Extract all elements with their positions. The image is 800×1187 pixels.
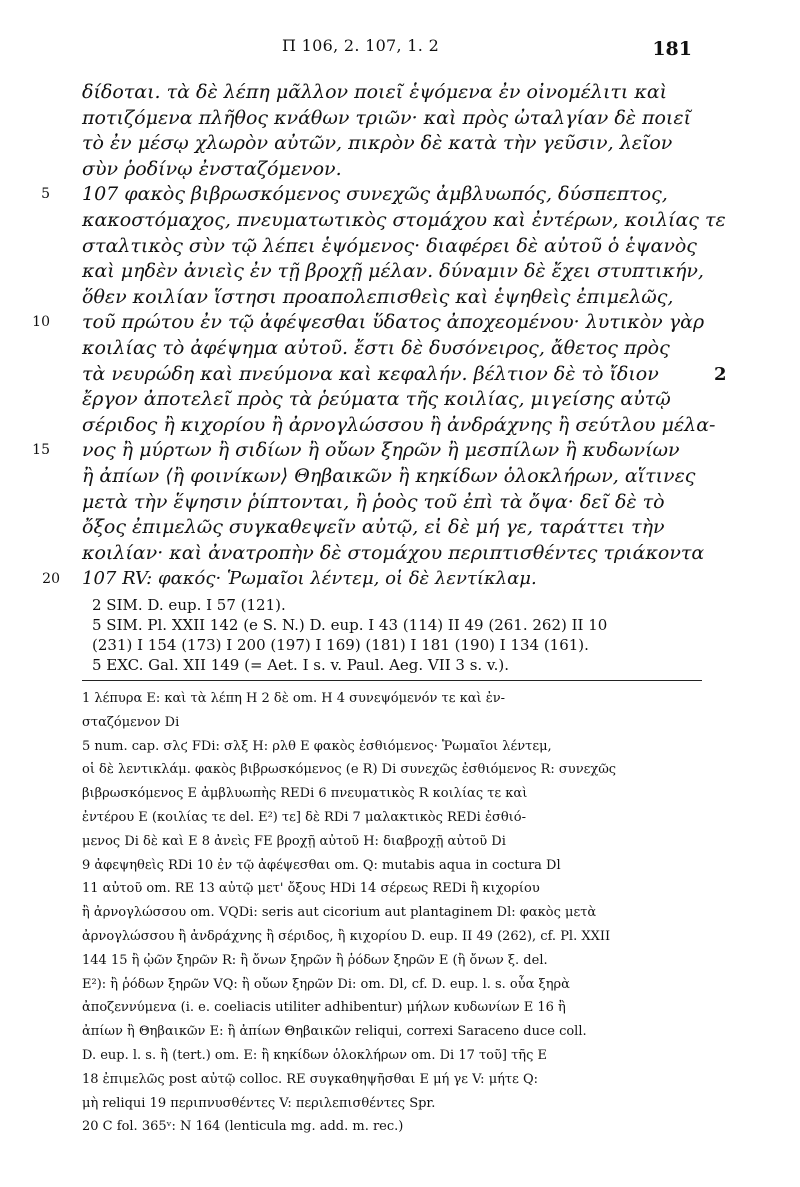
line-text: ὅθεν κοιλίαν ἵστησι προαπολεπισθεὶς καὶ ἑψηθεὶς ἐπιμελῶς,	[82, 285, 674, 308]
apparatus-line: 9 ἀφεψηθεὶς RDi 10 ἐν τῷ ἀφέψεσθαι om. Q: mutabis aqua in coctura Dl	[82, 857, 561, 873]
text-line	[32, 310, 705, 335]
line-text: σέριδος ἢ κιχορίου ἢ ἀρνογλώσσου ἢ ἀνδράχνης ἢ σεύτλου μέλα-	[82, 413, 716, 436]
apparatus-line: ἀποζεννύμενα (i. e. coeliacis utiliter adhibentur) μήλων κυδωνίων E 16 ἢ	[82, 1000, 566, 1016]
apparatus-line: 20 C fol. 365ᵛ: N 164 (lenticula mg. add. m. rec.)	[82, 1119, 404, 1135]
text-line	[82, 80, 702, 105]
line-text: κακοστόμαχος, πνευματωτικὸς στομάχου καὶ ἐντέρων, κοιλίας τε	[82, 209, 726, 231]
text-line	[82, 515, 702, 540]
apparatus-line: 1 λέπυρα E: καὶ τὰ λέπη H 2 δὲ om. H 4 συνεψόμενόν τε καὶ ἐν-	[82, 691, 506, 706]
text-line	[82, 362, 702, 387]
text-line	[82, 259, 702, 284]
apparatus-line: σταζόμενον Di	[82, 714, 180, 730]
line-text: μετὰ τὴν ἕψησιν ῥίπτονται, ἢ ῥοὸς τοῦ ἐπὶ τὰ ὄψα· δεῖ δὲ τὸ	[82, 490, 665, 513]
testimonia-heading	[42, 568, 702, 589]
line-text: κοιλίας τὸ ἀφέψημα αὐτοῦ. ἔστι δὲ δυσόνειρος, ἄθετος πρὸς	[82, 337, 670, 359]
apparatus-line: οἱ δὲ λεντικλάμ. φακὸς βιβρωσκόμενος (e R) Di συνεχῶς ἐσθιόμενος R: συνεχῶς	[82, 762, 617, 778]
testimonia-text: 107 RV: φακός· Ῥωμαῖοι λέντεμ, οἱ δὲ λεντίκλαμ.	[82, 568, 537, 589]
apparatus-line: ἢ ἀρνογλώσσου om. VQDi: seris aut cicorium aut plantaginem Dl: φακὸς μετὰ	[82, 905, 597, 921]
line-text: ποτιζόμενα πλῆθος κνάθων τριῶν· καὶ πρὸς ὠταλγίαν δὲ ποιεῖ	[82, 106, 692, 129]
line-text: ἔργον ἀποτελεῖ πρὸς τὰ ῥεύματα τῆς κοιλίας, μιγείσης αὐτῷ	[82, 388, 671, 411]
apparatus-divider	[82, 680, 702, 681]
apparatus-line: ἀπίων ἢ Θηβαικῶν E: ἢ ἀπίων Θηβαικῶν reliqui, correxi Saraceno duce coll.	[82, 1024, 587, 1040]
text-line	[82, 131, 702, 156]
testimonia-text: (231) I 154 (173) I 200 (197) I 169) (181) I 181 (190) I 134 (161).	[92, 636, 589, 654]
apparatus-line: βιβρωσκόμενος E ἀμβλυωπὴς REDi 6 πνευματικὸς R κοιλίας τε καὶ	[82, 786, 528, 802]
apparatus-line: ἀρνογλώσσου ἢ ἀνδράχνης ἢ σέριδος, ἢ κιχορίου D. eup. II 49 (262), cf. Pl. XXII	[82, 929, 611, 944]
text-line	[82, 464, 702, 489]
text-line	[32, 438, 702, 463]
apparatus-line: 5 num. cap. σλϛ FDi: σλξ H: ρλθ E φακὸς ἐσθιόμενος· Ῥωμαῖοι λέντεμ,	[82, 738, 552, 754]
page-number: 181	[652, 38, 692, 60]
line-number: 20	[42, 571, 60, 587]
text-line	[82, 157, 702, 182]
text-line	[82, 387, 702, 412]
line-text: 107 φακὸς βιβρωσκόμενος συνεχῶς ἀμβλυωπός, δύσπεπτος,	[82, 183, 668, 206]
line-text: ἢ ἀπίων ⟨ἢ φοινίκων⟩ Θηβαικῶν ἢ κηκίδων ὁλοκλήρων, αἵτινες	[82, 465, 696, 487]
line-text: τοῦ πρώτου ἐν τῷ ἀφέψεσθαι ὕδατος ἀποχεομένου· λυτικὸν γὰρ	[82, 311, 705, 334]
text-line	[82, 106, 702, 131]
testimonia-line	[92, 595, 712, 615]
text-line	[82, 490, 702, 515]
apparatus-line: ἐντέρου E (κοιλίας τε del. E²) τε] δὲ RDi 7 μαλακτικὸς REDi ἐσθιό-	[82, 810, 526, 825]
line-text: σταλτικὸς σὺν τῷ λέπει ἑψόμενος· διαφέρει δὲ αὐτοῦ ὁ ἑψανὸς	[82, 234, 697, 257]
line-text: τὸ ἐν μέσῳ χλωρὸν αὐτῶν, πικρὸν δὲ κατὰ τὴν γεῦσιν, λεῖον	[82, 132, 673, 155]
text-line	[82, 234, 702, 259]
text-line	[41, 182, 702, 207]
testimonia-text: 5 SIM. Pl. XXII 142 (e S. N.) D. eup. I 43 (114) II 49 (261. 262) II 10	[92, 616, 608, 634]
testimonia-line	[92, 655, 712, 675]
running-head: Π 106, 2. 107, 1. 2	[282, 36, 440, 55]
apparatus-line: μενος Di δὲ καὶ E 8 ἀνεὶς FE βροχῇ αὐτοῦ H: διαβροχῇ αὐτοῦ Di	[82, 833, 506, 849]
apparatus-line: μὴ reliqui 19 περιπνυσθέντες V: περιλεπισθέντες Spr.	[82, 1095, 436, 1111]
testimonia-line	[92, 615, 712, 635]
line-text: τὰ νευρώδη καὶ πνεύμονα καὶ κεφαλήν. βέλτιον δὲ τὸ ἴδιον	[82, 362, 659, 385]
line-text: ὄξος ἐπιμελῶς συγκαθεψεῖν αὐτῷ, εἰ δὲ μή γε, ταράττει τὴν	[82, 516, 665, 539]
apparatus-line: 144 15 ἢ ᾠῶν ξηρῶν R: ἢ ὄνων ξηρῶν ἢ ῥόδων ξηρῶν E (ἢ ὄνων ξ. del.	[82, 952, 548, 968]
apparatus-line: 18 ἐπιμελῶς post αὐτῷ colloc. RE συγκαθηψῆσθαι E μή γε V: μήτε Q:	[82, 1071, 539, 1087]
line-text: νος ἢ μύρτων ἢ σιδίων ἢ οὔων ξηρῶν ἢ μεσπίλων ἢ κυδωνίων	[82, 439, 680, 462]
text-line	[82, 541, 705, 566]
line-text: κοιλίαν· καὶ ἀνατροπὴν δὲ στομάχου περιπτισθέντες τριάκοντα	[82, 541, 705, 564]
line-text: καὶ μηδὲν ἀνιεὶς ἐν τῇ βροχῇ μέλαν. δύναμιν δὲ ἔχει στυπτικήν,	[82, 260, 704, 283]
line-number: 15	[32, 442, 50, 459]
line-text: σὺν ῥοδίνῳ ἐνσταζόμενον.	[82, 157, 342, 180]
text-line	[82, 208, 726, 233]
text-line	[82, 413, 716, 438]
text-line	[82, 336, 702, 361]
testimonia-text: 5 EXC. Gal. XII 149 (= Aet. I s. v. Paul. Aeg. VII 3 s. v.).	[92, 656, 510, 674]
apparatus-line: 11 αὐτοῦ om. RE 13 αὐτῷ μετ' ὄξους HDi 14 σέρεως REDi ἢ κιχορίου	[82, 881, 540, 897]
testimonia-text: 2 SIM. D. eup. I 57 (121).	[92, 596, 286, 614]
apparatus-line: D. eup. l. s. ἢ (tert.) om. E: ἢ κηκίδων ὁλοκλήρων om. Di 17 τοῦ] τῆς E	[82, 1048, 547, 1063]
text-line	[82, 285, 702, 310]
apparatus-line: E²): ἢ ῥόδων ξηρῶν VQ: ἢ οὔων ξηρῶν Di: om. Dl, cf. D. eup. l. s. οὖα ξηρὰ	[82, 976, 570, 992]
line-number: 5	[41, 186, 50, 203]
line-number: 10	[32, 314, 50, 331]
testimonia-line	[92, 635, 712, 655]
line-text: δίδοται. τὰ δὲ λέπη μᾶλλον ποιεῖ ἑψόμενα ἐν οἰνομέλιτι καὶ	[82, 81, 668, 103]
margin-note: 2	[714, 363, 727, 385]
